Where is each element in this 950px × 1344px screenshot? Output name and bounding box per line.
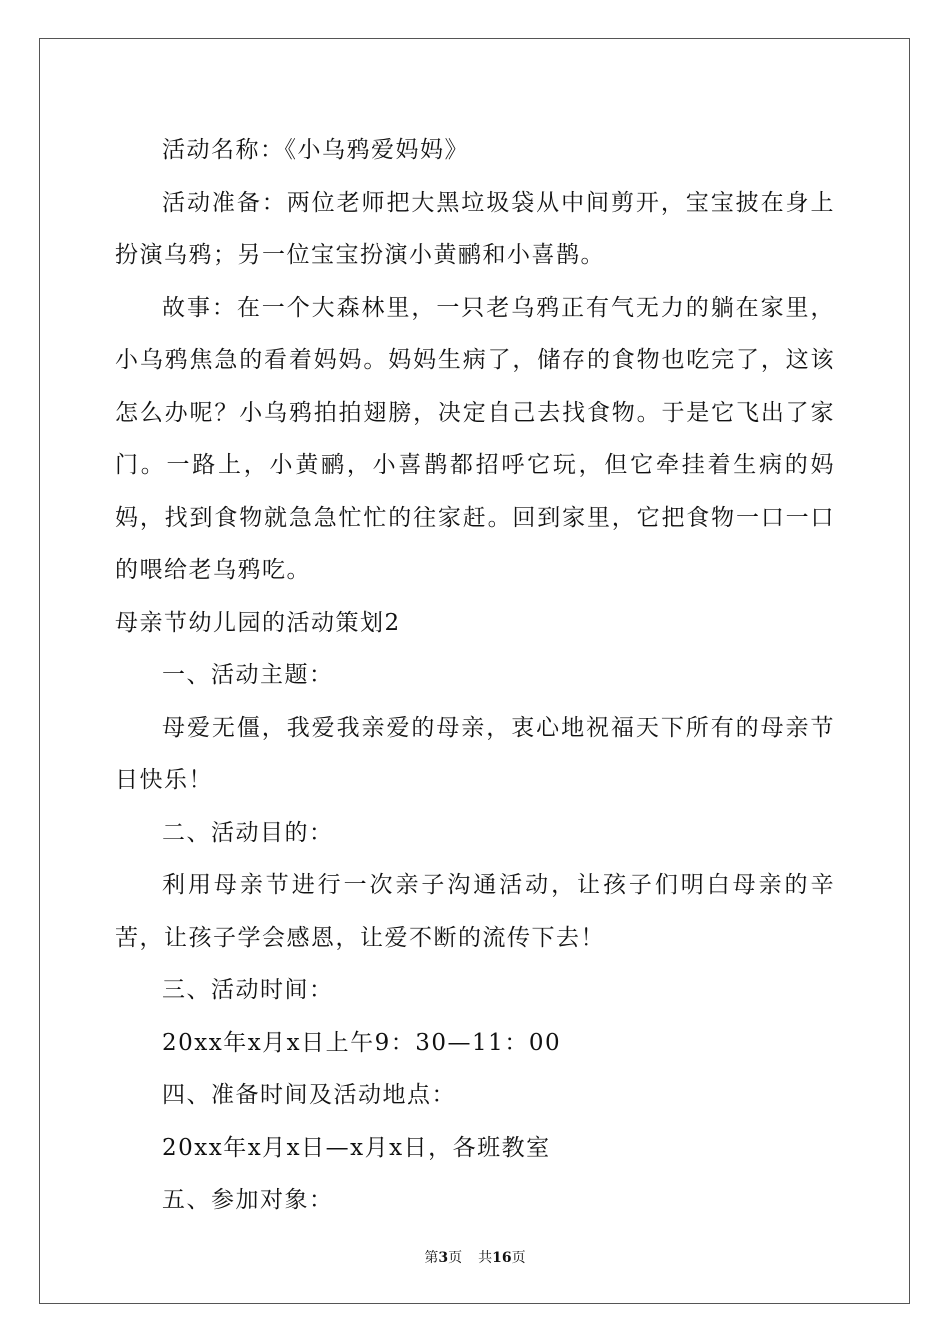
paragraph-purpose-heading: 二、活动目的： bbox=[162, 819, 334, 846]
page-number: 3 bbox=[438, 1250, 449, 1266]
total-suffix: 页 bbox=[511, 1250, 526, 1266]
page-suffix: 页 bbox=[448, 1250, 463, 1266]
paragraph-prep-location-heading: 四、准备时间及活动地点： bbox=[162, 1082, 456, 1108]
total-prefix: 共 bbox=[478, 1250, 493, 1266]
document-body bbox=[115, 124, 835, 1227]
paragraph-prep-location: 20xx年x月x日—x月x日，各班教室 bbox=[162, 1134, 551, 1161]
paragraph-theme-heading: 一、活动主题： bbox=[162, 662, 334, 688]
paragraph-activity-name: 活动名称：《小乌鸦爱妈妈》 bbox=[162, 137, 469, 163]
paragraph-purpose: 利用母亲节进行一次亲子沟通活动，让孩子们明白母亲的辛苦，让孩子学会感恩，让爱不断的流传下去！ bbox=[115, 872, 835, 951]
paragraph-theme: 母爱无僵，我爱我亲爱的母亲，衷心地祝福天下所有的母亲节日快乐！ bbox=[115, 714, 835, 793]
paragraph-participants-heading: 五、参加对象： bbox=[162, 1187, 334, 1213]
section-heading: 母亲节幼儿园的活动策划2 bbox=[115, 609, 401, 636]
page-total: 16 bbox=[492, 1250, 512, 1266]
page-prefix: 第 bbox=[424, 1250, 439, 1266]
paragraph-story: 故事：在一个大森林里，一只老乌鸦正有气无力的躺在家里，小乌鸦焦急的看着妈妈。妈妈生病了，储存的食物也吃完了，这该怎么办呢？小乌鸦拍拍翅膀，决定自己去找食物。于是它飞出了家门。一路上，小黄鹂，小喜鹊都招呼它玩，但它牵挂着生病的妈妈，找到食物就急急忙忙的往家赶。回到家里，它把食物一口一口的喂给老乌鸦吃。 bbox=[115, 294, 835, 583]
paragraph-time: 20xx年x月x日上午9：30—11：00 bbox=[162, 1029, 562, 1056]
paragraph-time-heading: 三、活动时间： bbox=[162, 977, 334, 1003]
paragraph-activity-preparation: 活动准备：两位老师把大黑垃圾袋从中间剪开，宝宝披在身上扮演乌鸦；另一位宝宝扮演小黄鹂和小喜鹊。 bbox=[115, 189, 835, 268]
page-footer bbox=[0, 1247, 950, 1267]
